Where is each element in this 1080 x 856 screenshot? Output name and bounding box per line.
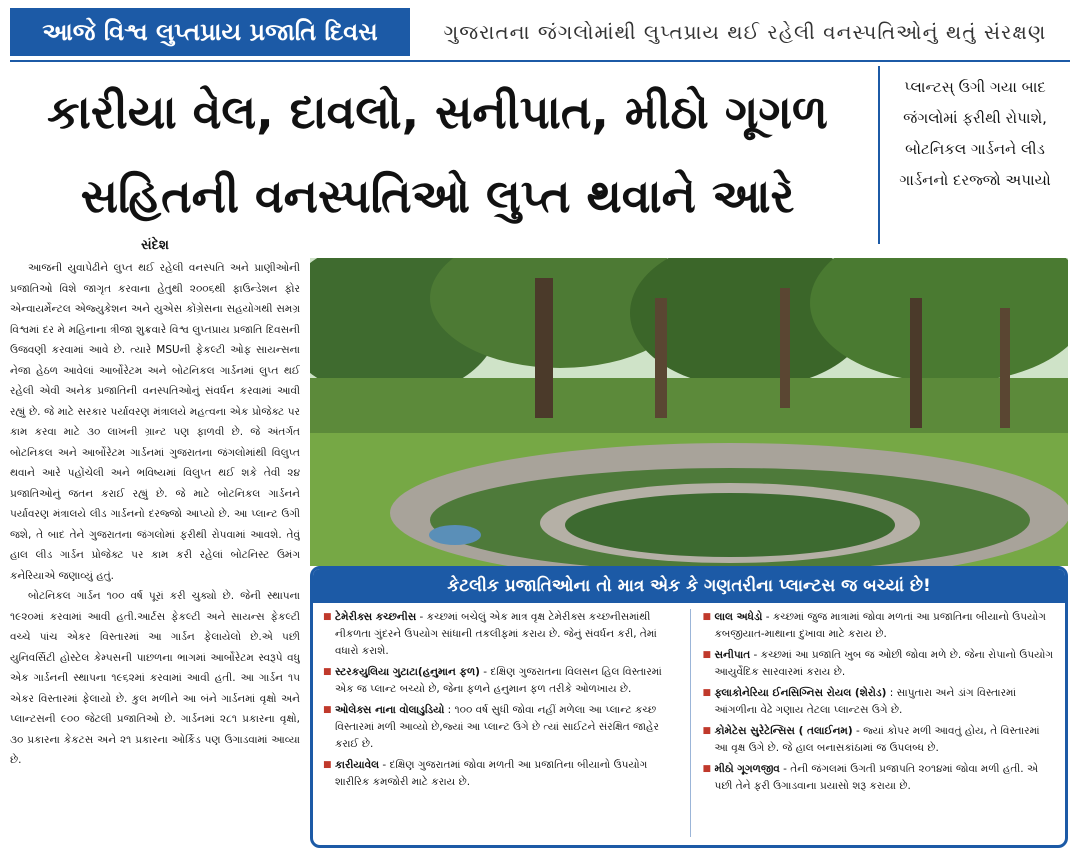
species-info-box xyxy=(310,566,1068,848)
section-tag: આજે વિશ્વ લુપ્તપ્રાય પ્રજાતિ દિવસ xyxy=(10,8,410,56)
headline xyxy=(10,70,865,245)
species-desc: - દક્ષિણ ગુજરાતમાં જોવા મળતી આ પ્રજાતિના બીયાનો ઉપયોગ શારીરિક કમજોરી માટે કરાય છે. xyxy=(335,759,648,788)
highlight-box: પ્લાન્ટસ્ ઉગી ગયા બાદ જંગલોમાં ફરીથી રોપાશે, બોટનિકલ ગાર્ડનને લીડ ગાર્ડનનો દરજ્જો અપાયો xyxy=(878,66,1070,244)
species-name: સનીપાત xyxy=(714,649,751,661)
article-body xyxy=(10,258,300,848)
byline: સંદેશ xyxy=(141,238,169,253)
species-name: લાલ અધેડો xyxy=(714,611,763,623)
species-name: કોમેટેસ સુરેટેન્સિસ ( તલાઈનમ) xyxy=(714,725,853,737)
list-item xyxy=(703,685,1056,719)
species-desc: - જ્યાં કોપર મળી આવતું હોય, તે વિસ્તારમાં આ વૃક્ષ ઉગે છે. જે હાલ બનાસકાંઠામાં જ ઉપલબ્ધ છે. xyxy=(714,725,1040,754)
species-name: ફ્લાકોનેરિયા ઈનસિગ્નિસ રોયલ (શેરોડ) xyxy=(714,687,887,699)
info-column-left xyxy=(323,609,676,837)
list-item xyxy=(703,761,1056,795)
species-desc: - કચ્છમાં બચેલું એક માત્ર વૃક્ષ ટેમેરીક્સ કચ્છનીસમાંથી નીકળતા ગુંદરને ઉપયોગ સાંધાની તકલીફમાં કરાય છે. જેનું સંવર્ધન કરી, તેમાં વધારો કરાશે. xyxy=(335,611,657,657)
list-item xyxy=(703,723,1056,757)
list-item xyxy=(323,609,676,660)
species-desc: : સાપુતારા અને ડાંગ વિસ્તારમાં આંગળીના વેઢે ગણાય તેટલા પ્લાન્ટસ ઉગે છે. xyxy=(714,687,1017,716)
list-item xyxy=(323,757,676,791)
species-desc: - કચ્છમાં આ પ્રજાતિ ખુબ જ ઓછી જોવા મળે છે. જેના રોપાનો ઉપયોગ આયુર્વેદિક સારવારમાં કરાય છે. xyxy=(714,649,1054,678)
species-name: મીઠો ગૂગળજીવ xyxy=(714,763,780,775)
list-item xyxy=(323,702,676,753)
species-name: સ્ટરકયુલિયા ગુટાટા(હનુમાન ફળ) xyxy=(335,666,480,678)
article-paragraph: બોટનિકલ ગાર્ડન ૧૦૦ વર્ષ પૂરાં કરી ચુક્યો છે. જેની સ્થાપના ૧૯૨૦માં કરવામાં આવી હતી.આર્ટસ ફેકલ્ટી અને સાયન્સ ફેકલ્ટી વચ્ચે પાંચ એકર વિસ્તારમાં આ ગાર્ડન ફેલાયેલો છે.એ પછી યુનિવર્સિટી હોસ્ટેલ કેમ્પસની પાછળના ભાગમાં આર્બોરેટમ સ્વરૂપે વધુ એક ગાર્ડનની સ્થાપના ૧૯૬૨માં કરવામાં આવી હતી. આ ગાર્ડન ૧૫ એકર વિસ્તારમાં ફેલાયો છે. કુલ મળીને આ બંને ગાર્ડનમાં વૃક્ષો અને પ્લાન્ટસની ૯૦૦ જેટલી પ્રજાતિઓ છે. ગાર્ડનમાં ૨૮૧ પ્રકારના વૃક્ષો, ૩૦ પ્રકારના કેકટસ અને ૨૧ પ્રકારના ઓર્કિડ પણ ઉગાડવામાં આવ્યા છે. xyxy=(10,590,300,766)
article-paragraph: આજની યુવાપેઢીને લુપ્ત થઈ રહેલી વનસ્પતિ અને પ્રાણીઓની પ્રજાતિઓ વિશે જાગૃત કરવાના હેતુથી ૨૦૦૬થી ફાઉન્ડેશન ફોર એન્વાયર્મેન્ટલ એજ્યુકેશન અને યુએસ કોંગ્રેસના સહયોગથી સમગ્ર વિશ્વમાં દર મે મહિનાના ત્રીજા શુક્રવારે વિશ્વ લુપ્તપ્રાય પ્રજાતિ દિવસની ઉજવણી કરવામાં આવે છે. ત્યારે MSUની ફેકલ્ટી ઓફ સાયન્સના નેજા હેઠળ આવેલાં આર્બોરેટમ અને બોટનિકલ ગાર્ડનમાં લુપ્ત થઈ રહેલી એવી અનેક પ્રજાતિની વનસ્પતિઓનું સંવર્ધન કરવામાં આવી રહ્યું છે. જે માટે સરકાર પર્યાવરણ મંત્રાલયે મહત્વના એક પ્રોજેક્ટ પર કામ કરવા માટે ૩૦ લાખની ગ્રાન્ટ પણ ફાળવી છે. જે અંતર્ગત બોટનિકલ અને આર્બોરેટમ ગાર્ડનમાં ગુજરાતના જંગલોમાંથી વિલુપ્ત થવાને આરે પહોંચેલી અને ભવિષ્યમાં વિલુપ્ત થઈ શકે તેવી ૨૪ પ્રજાતિઓનું જતન કરાઈ રહ્યું છે. જે માટે બોટનિકલ ગાર્ડનને પર્યાવરણ મંત્રાલયે લીડ ગાર્ડનનો દરજ્જો આપ્યો છે. આ પ્લાન્ટ ઉગી જશે, તે બાદ તેને ગુજરાતના જંગલોમાં ફરીથી રોપવામાં આવશે. તેવું હાલ લીડ ગાર્ડન પ્રોજેક્ટ પર કામ કરી રહેલાં બોટનિસ્ટ ઉમંગ કનેરિયાએ જણાવ્યું હતું. xyxy=(10,262,300,582)
list-item xyxy=(703,609,1056,643)
species-desc: - દક્ષિણ ગુજરાતના વિલસન હિલ વિસ્તારમાં એક જ પ્લાન્ટ બચ્યો છે, જેના ફળને હનુમાન ફળ તરીકે ઓળખાય છે. xyxy=(335,666,662,695)
species-name: ઓલેક્સ નાના વોલાડુડિયો xyxy=(335,704,445,716)
garden-photo xyxy=(310,258,1068,566)
headline-line-1: કારીયા વેલ, દાવલો, સનીપાત, મીઠો ગૂગળ xyxy=(47,85,828,139)
section-subtitle: ગુજરાતના જંગલોમાંથી લુપ્તપ્રાય થઈ રહેલી વનસ્પતિઓનું થતું સંરક્ષણ xyxy=(443,20,1047,44)
species-desc: - તેની જંગલમાં ઉગતી પ્રજાપતિ ૨૦૧૪માં જોવા મળી હતી. એ પછી તેને ફરી ઉગાડવાના પ્રયાસો શરૂ કરાયા છે. xyxy=(714,763,1039,792)
list-item xyxy=(703,647,1056,681)
info-heading: કેટલીક પ્રજાતિઓના તો માત્ર એક કે ગણતરીના પ્લાન્ટસ જ બચ્યાં છે! xyxy=(313,569,1065,603)
species-desc: - કચ્છમાં જુજ માત્રામાં જોવા મળતાં આ પ્રજાતિના બીયાનો ઉપયોગ કબજીયાત-માથાના દુખાવા માટે કરાય છે. xyxy=(714,611,1046,640)
divider xyxy=(10,60,1070,62)
species-name: કારીયાવેલ xyxy=(335,759,380,771)
info-column-right xyxy=(690,609,1056,837)
headline-line-2: સહિતની વનસ્પતિઓ લુપ્ત થવાને આરે xyxy=(80,169,795,223)
list-item xyxy=(323,664,676,698)
species-name: ટેમેરીક્સ કચ્છનીસ xyxy=(335,611,417,623)
species-desc: : ૧૦૦ વર્ષ સુધી જોવા નહીં મળેલા આ પ્લાન્ટ કચ્છ વિસ્તારમાં મળી આવ્યો છે,જ્યાં આ પ્લાન્ટ ઉગે છે ત્યાં સાઈટને સંરક્ષિત જાહેર કરાઈ છે. xyxy=(335,704,659,750)
